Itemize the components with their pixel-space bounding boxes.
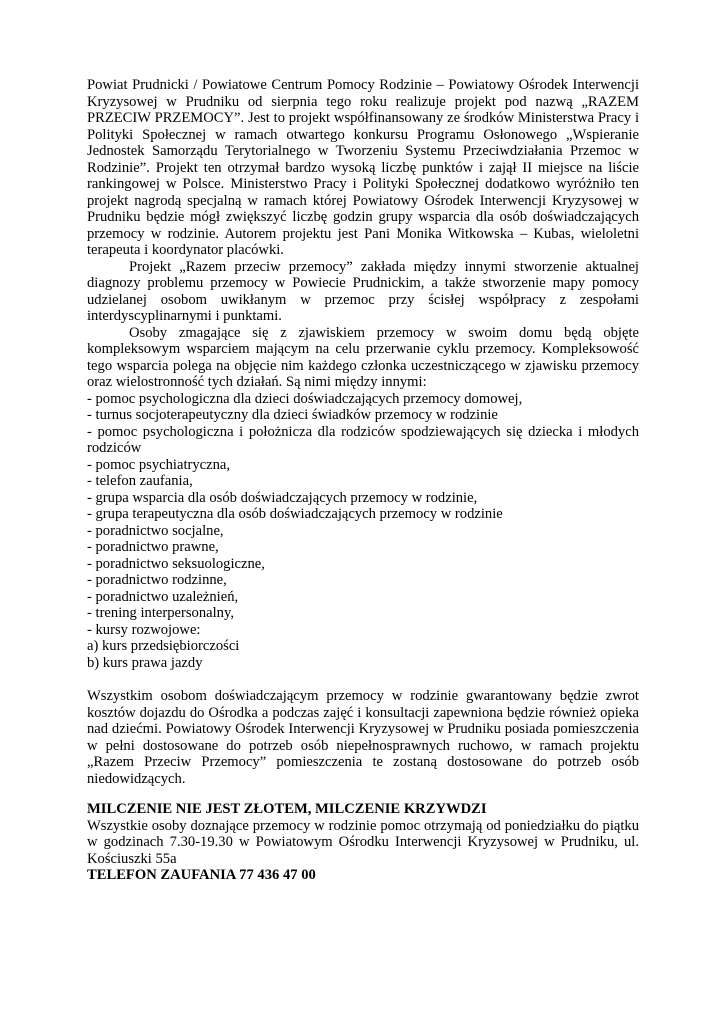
list-item: - pomoc psychologiczna i położnicza dla rodziców spodziewających się dziecka i młodych rodziców — [87, 423, 639, 456]
hotline-line: TELEFON ZAUFANIA 77 436 47 00 — [87, 867, 316, 883]
list-item: - kursy rozwojowe: — [87, 621, 201, 638]
spacer — [87, 671, 639, 688]
section-heading: MILCZENIE NIE JEST ZŁOTEM, MILCZENIE KRZYWDZI — [87, 801, 487, 817]
hours-paragraph: Wszystkie osoby doznające przemocy w rodzinie pomoc otrzymają od poniedziałku do piątku w godzinach 7.30-19.30 w Powiatowym Ośrodku Interwencji Kryzysowej w Prudniku, ul. Kościuszki 55a — [87, 817, 639, 867]
list-item: - poradnictwo uzależnień, — [87, 588, 239, 605]
list-item: a) kurs przedsiębiorczości — [87, 638, 240, 654]
list-item: - poradnictwo prawne, — [87, 539, 219, 555]
intro-paragraph: Powiat Prudnicki / Powiatowe Centrum Pomocy Rodzinie – Powiatowy Ośrodek Interwencji Kryzysowej w Prudniku od sierpnia tego roku realizuje projekt pod nazwą „RAZEM PRZECIW PRZEMOCY”. Jest to projekt współfinansowany ze środków Ministerstwa Pracy i Polityki Społecznej w ramach otwartego konkursu Programu Osłonowego „Wspieranie Jednostek Samorządu Terytorialnego w Tworzeniu Systemu Przeciwdziałania Przemoc w Rodzinie”. Projekt ten otrzymał bardzo wysoką liczbę punktów i zajął II miejsce na liście rankingowej w Polsce. Ministerstwo Pracy i Polityki Społecznej dodatkowo wyróżniło ten projekt nagrodą specjalną w ramach której Powiatowy Ośrodek Interwencji Kryzysowej w Prudniku będzie mógł zwiększyć liczbę godzin grupy wsparcia dla osób doświadczających przemocy w rodzinie. Autorem projektu jest Pani Monika Witkowska – Kubas, wieloletni terapeuta i koordynator placówki. — [87, 77, 639, 258]
list-item: - pomoc psychologiczna dla dzieci doświadczających przemocy domowej, — [87, 390, 523, 407]
list-item: - turnus socjoterapeutyczny dla dzieci świadków przemocy w rodzinie — [87, 407, 498, 423]
list-item: - grupa terapeutyczna dla osób doświadczających przemocy w rodzinie — [87, 506, 503, 522]
list-item: - telefon zaufania, — [87, 473, 193, 489]
spacer — [87, 787, 639, 801]
list-item: b) kurs prawa jazdy — [87, 654, 203, 671]
guarantee-paragraph: Wszystkim osobom doświadczającym przemocy w rodzinie gwarantowany będzie zwrot kosztów dojazdu do Ośrodka a podczas zajęć i konsultacji zapewniona będzie również opieka nad dziećmi. Powiatowy Ośrodek Interwencji Kryzysowej w Prudniku posiada pomieszczenia w pełni dostosowane do potrzeb osób niepełnosprawnych ruchowo, w ramach projektu „Razem Przeciw Przemocy” pomieszczenia te zostaną dostosowane do potrzeb osób niedowidzących. — [87, 688, 639, 787]
list-item: - grupa wsparcia dla osób doświadczających przemocy w rodzinie, — [87, 489, 478, 506]
support-paragraph: Osoby zmagające się z zjawiskiem przemocy w swoim domu będą objęte kompleksowym wsparciem mającym na celu przerwanie cyklu przemocy. Kompleksowość tego wsparcia polega na objęcie nim każdego członka uczestniczącego w zjawisku przemocy oraz wielostronność tych działań. Są nimi między innymi: — [87, 324, 639, 390]
list-item: - poradnictwo seksuologiczne, — [87, 555, 265, 572]
document-page — [87, 77, 639, 884]
support-list — [87, 391, 639, 672]
list-item: - trening interpersonalny, — [87, 605, 234, 621]
project-paragraph: Projekt „Razem przeciw przemocy” zakłada między innymi stworzenie aktualnej diagnozy problemu przemocy w Powiecie Prudnickim, a także stworzenie mapy pomocy udzielanej osobom uwikłanym w przemoc przy ścisłej współpracy z zespołami interdyscyplinarnymi i punktami. — [87, 258, 639, 324]
list-item: - poradnictwo rodzinne, — [87, 572, 227, 588]
list-item: - pomoc psychiatryczna, — [87, 456, 231, 473]
list-item: - poradnictwo socjalne, — [87, 522, 224, 539]
